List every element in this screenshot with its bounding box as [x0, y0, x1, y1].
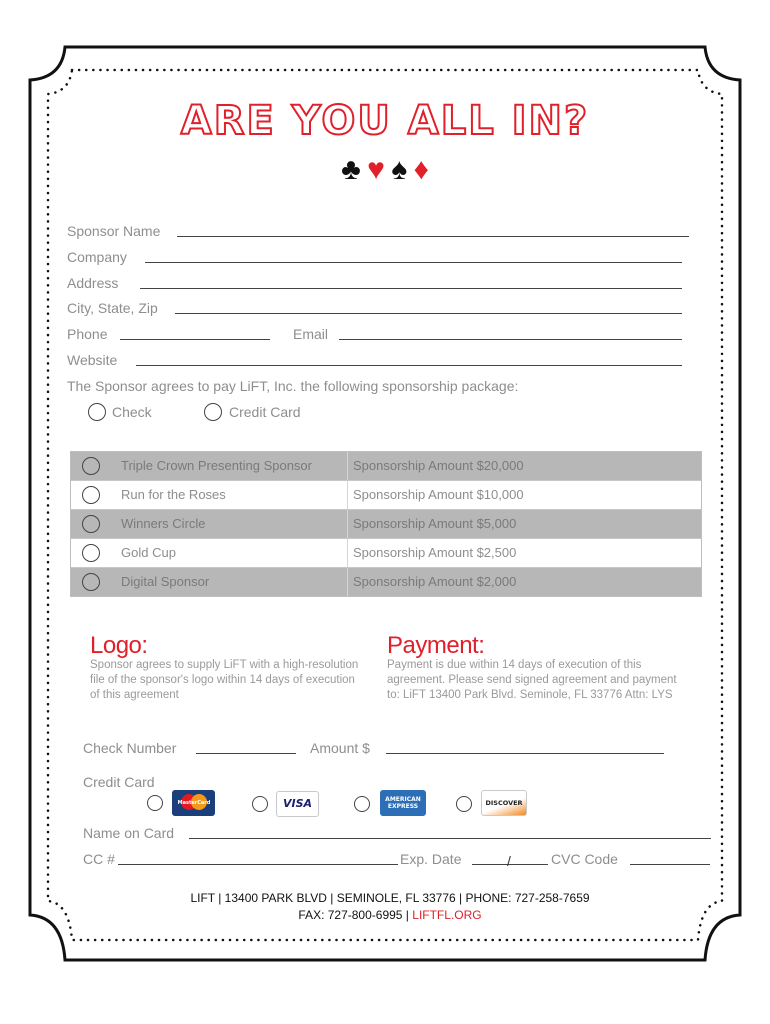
credit-card-type-label: Credit Card	[83, 774, 155, 790]
phone-label: Phone	[67, 326, 108, 342]
discover-logo: DISCOVER	[481, 790, 527, 816]
club-icon: ♣	[341, 153, 361, 186]
name-on-card-input[interactable]	[189, 838, 711, 839]
package-amount: Sponsorship Amount $10,000	[353, 487, 524, 502]
discover-radio[interactable]	[456, 796, 472, 812]
amex-logo: AMERICAN EXPRESS	[380, 790, 426, 816]
table-row[interactable]	[71, 510, 701, 539]
footer	[0, 890, 770, 924]
agreement-text: The Sponsor agrees to pay LiFT, Inc. the following sponsorship package:	[67, 378, 519, 394]
sponsor-name-input[interactable]	[177, 236, 689, 237]
exp-date-separator: /	[507, 853, 511, 869]
heart-icon: ♥	[367, 153, 385, 186]
card-suits	[0, 152, 770, 188]
mastercard-radio[interactable]	[147, 795, 163, 811]
diamond-icon: ♦	[413, 153, 429, 186]
sponsor-name-label: Sponsor Name	[67, 223, 161, 239]
website-input[interactable]	[136, 365, 682, 366]
visa-radio[interactable]	[252, 796, 268, 812]
cvc-code-label: CVC Code	[551, 851, 618, 867]
logo-body: Sponsor agrees to supply LiFT with a high-resolution file of the sponsor's logo within 14 days of execution of this agreement	[90, 659, 359, 701]
package-radio[interactable]	[82, 573, 100, 591]
website-label: Website	[67, 352, 118, 368]
table-row[interactable]	[71, 452, 701, 481]
package-radio[interactable]	[82, 544, 100, 562]
footer-fax: FAX: 727-800-6995 |	[298, 908, 409, 922]
logo-heading: Logo:	[90, 632, 148, 659]
phone-input[interactable]	[120, 339, 270, 340]
website-link[interactable]: LIFTFL.ORG	[412, 908, 482, 922]
package-amount: Sponsorship Amount $5,000	[353, 516, 517, 531]
check-number-input[interactable]	[196, 753, 296, 754]
email-input[interactable]	[339, 339, 682, 340]
package-amount: Sponsorship Amount $2,000	[353, 574, 517, 589]
amount-label: Amount $	[310, 740, 370, 756]
company-input[interactable]	[145, 262, 682, 263]
credit-card-radio[interactable]	[204, 403, 222, 421]
payment-heading: Payment:	[387, 632, 485, 659]
package-radio[interactable]	[82, 457, 100, 475]
amount-input[interactable]	[386, 753, 664, 754]
check-number-label: Check Number	[83, 740, 177, 756]
city-state-zip-label: City, State, Zip	[67, 300, 158, 316]
package-name: Triple Crown Presenting Sponsor	[121, 458, 312, 473]
name-on-card-label: Name on Card	[83, 825, 175, 841]
mastercard-logo	[172, 790, 215, 816]
package-amount: Sponsorship Amount $2,500	[353, 545, 517, 560]
page-title: ARE YOU ALL IN?	[180, 98, 590, 144]
package-name: Run for the Roses	[121, 487, 226, 502]
spade-icon: ♠	[391, 153, 408, 186]
sponsorship-table	[70, 451, 702, 597]
cvc-code-input[interactable]	[630, 864, 710, 865]
footer-contact	[0, 907, 770, 924]
package-radio[interactable]	[82, 515, 100, 533]
table-row[interactable]	[71, 481, 701, 510]
cc-number-input[interactable]	[118, 864, 398, 865]
email-label: Email	[293, 326, 329, 342]
mastercard-label: MasterCard	[177, 800, 210, 806]
package-name: Winners Circle	[121, 516, 206, 531]
payment-body: Payment is due within 14 days of execution of this agreement. Please send signed agreement and payment to: LiFT 13400 Park Blvd. Seminole, FL 33776 Attn: LYS	[387, 659, 677, 701]
footer-address: LIFT | 13400 PARK BLVD | SEMINOLE, FL 33776 | PHONE: 727-258-7659	[190, 891, 590, 905]
package-name: Digital Sponsor	[121, 574, 210, 589]
company-label: Company	[67, 249, 127, 265]
cc-number-label: CC #	[83, 851, 115, 867]
visa-logo: VISA	[276, 791, 319, 817]
mastercard-icon	[175, 792, 213, 812]
address-label: Address	[67, 275, 119, 291]
table-row[interactable]	[71, 539, 701, 568]
address-input[interactable]	[140, 288, 682, 289]
exp-date-label: Exp. Date	[400, 851, 462, 867]
check-radio[interactable]	[88, 403, 106, 421]
package-amount: Sponsorship Amount $20,000	[353, 458, 524, 473]
package-radio[interactable]	[82, 486, 100, 504]
check-label: Check	[112, 404, 152, 420]
amex-radio[interactable]	[354, 796, 370, 812]
city-state-zip-input[interactable]	[175, 313, 682, 314]
table-row[interactable]	[71, 568, 701, 596]
package-name: Gold Cup	[121, 545, 176, 560]
credit-card-label: Credit Card	[229, 404, 301, 420]
